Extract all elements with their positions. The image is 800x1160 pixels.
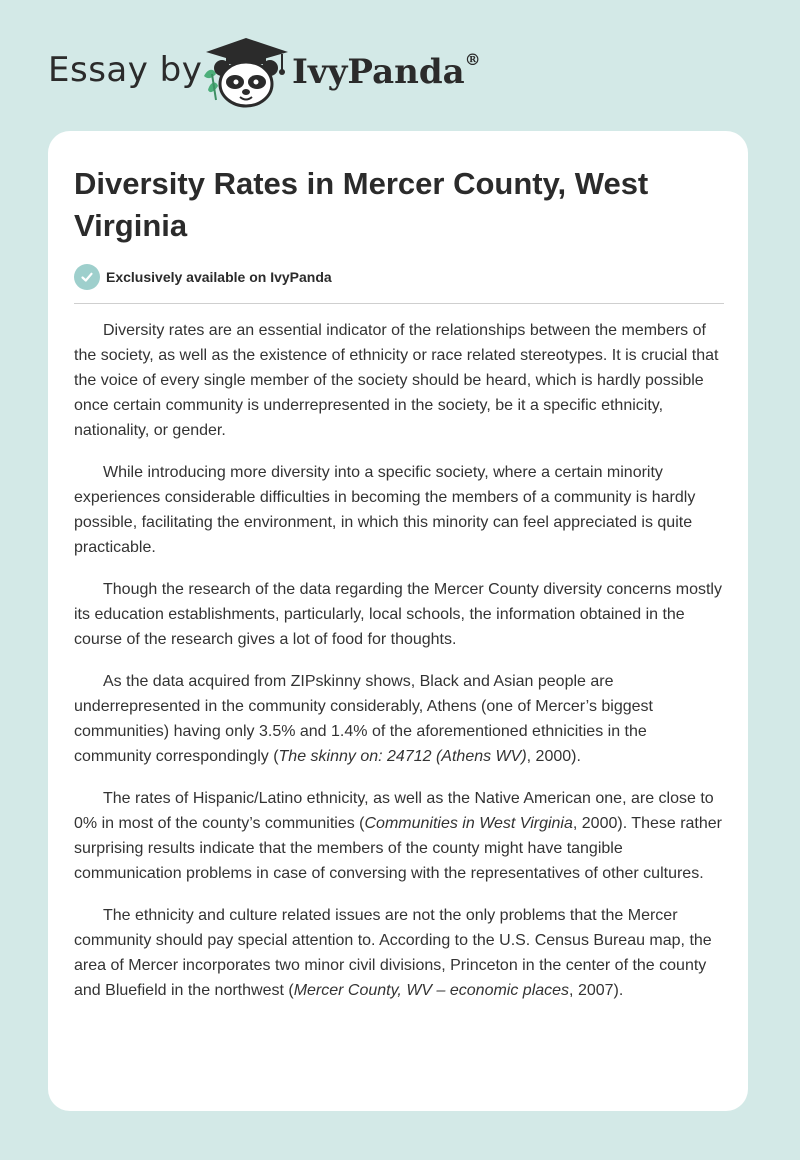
brand-prefix: Essay by <box>48 50 203 90</box>
exclusive-badge <box>74 264 332 290</box>
page-title: Diversity Rates in Mercer County, West Virginia <box>74 166 649 243</box>
citation: The skinny on: 24712 (Athens WV) <box>278 748 527 765</box>
paragraph-text: , 2000). These rather surprising results indicate that the members of the county might have tangible communication problems in case of conversing with the representatives of other cultures. <box>74 815 722 882</box>
brand-name-text: IvyPanda <box>292 52 465 92</box>
paragraph: Diversity rates are an essential indicator of the relationships between the members of the society, as well as the existence of ethnicity or race related stereotypes. It is crucial that the voice of every single member of the society should be heard, which is hardly possible once certain community is underrepresented in the society, be it a specific ethnicity, nationality, or gender. <box>74 322 719 439</box>
paragraph-text: , 2000). <box>526 748 581 765</box>
divider <box>74 303 724 304</box>
paragraph: While introducing more diversity into a specific society, where a certain minority experiences considerable difficulties in becoming the members of a community is hardly possible, facilitating the environment, in which this minority can feel appreciated is quite practicable. <box>74 464 696 556</box>
brand-name[interactable] <box>292 52 481 92</box>
paragraph-text: The rates of Hispanic/Latino ethnicity, as well as the Native American one, are close to 0% in most of the county’s communities ( <box>74 790 714 832</box>
panda-graduate-logo-icon[interactable] <box>200 34 292 110</box>
paragraph-text: , 2007). <box>569 982 624 999</box>
badge-text: Exclusively available on IvyPanda <box>106 269 332 285</box>
paragraph-text: The ethnicity and culture related issues are not the only problems that the Mercer community should pay special attention to. According to the U.S. Census Bureau map, the area of Mercer incorporates two minor civil divisions, Princeton in the center of the county and Bluefield in the northwest ( <box>74 907 712 999</box>
citation: Communities in West Virginia <box>364 815 573 832</box>
article-card <box>48 131 748 1111</box>
paragraph-text: As the data acquired from ZIPskinny shows, Black and Asian people are underrepresented in the community considerably, Athens (one of Mercer’s biggest communities) having only 3.5% and 1.4% of the aforementioned ethnicities in the community correspondingly ( <box>74 673 653 765</box>
registered-mark: ® <box>464 50 481 69</box>
citation: Mercer County, WV – economic places <box>293 982 570 999</box>
site-header <box>0 0 800 130</box>
paragraph <box>74 669 726 769</box>
paragraph <box>74 903 726 1003</box>
check-circle-icon <box>74 264 100 290</box>
paragraph: Though the research of the data regarding the Mercer County diversity concerns mostly its education establishments, particularly, local schools, the information obtained in the course of the research gives a lot of food for thoughts. <box>74 581 722 648</box>
article-body <box>74 318 726 1020</box>
paragraph <box>74 786 726 886</box>
